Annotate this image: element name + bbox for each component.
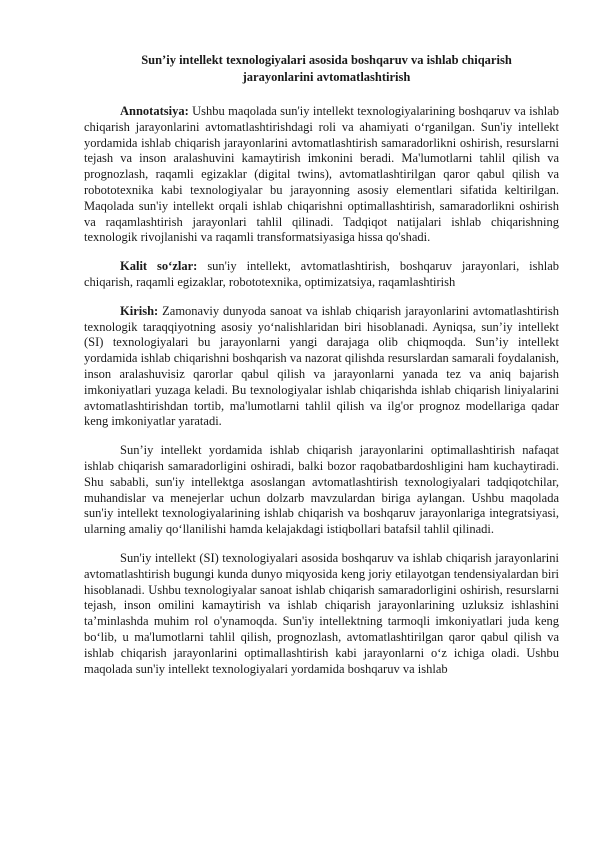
title-line-2: jarayonlarini avtomatlashtirish: [242, 70, 411, 84]
keywords-paragraph: [84, 259, 559, 291]
body-paragraph-2: Sun’iy intellekt yordamida ishlab chiqarish jarayonlarini optimallashtirish nafaqat ishlab chiqarish samaradorligini oshiradi, balki bozor raqobatbardoshligini ham kuchaytiradi. Shu sababli, sun'iy intellektga asoslangan avtomatlashtirish texnologiyalari tadqiqotchilar, muhandislar va menejerlar uchun dolzarb mavzulardan biriga aylangan. Ushbu maqolada sun'iy intellekt texnologiyalarining ishlab chiqarish va boshqaruv jarayonlariga integratsiyasi, ularning amaliy qo‘llanilishi hamda kelajakdagi istiqbollari batafsil tahlil qilinadi.: [84, 443, 559, 537]
intro-paragraph: [84, 304, 559, 430]
article-title: [84, 52, 559, 86]
keywords-text: sun'iy intellekt, avtomatlashtirish, boshqaruv jarayonlari, ishlab chiqarish, raqamli egizaklar, robototexnika, optimizatsiya, raqamlashtirish: [84, 259, 560, 289]
intro-text: Zamonaviy dunyoda sanoat va ishlab chiqarish jarayonlarini avtomatlashtirish texnologik taraqqiyotning asosiy yo‘nalishlaridan biri hisoblanadi. Ayniqsa, sun’iy intellekt (SI) texnologiyalari bu jarayonlarni yangi darajaga olib chiqmoqda. Sun’iy intellekt yordamida ishlab chiqarishni boshqarish va nazorat qilishda resurslardan samarali foydalanish, inson aralashuvisiz qarorlar qabul qilish va jarayonlarni yanada tez va aniq bajarish imkoniyatlari yuzaga keladi. Bu texnologiyalar ishlab chiqarishda ishlab chiqarish liniyalarini avtomatlashtirishdan tortib, ma'lumotlarni tahlil qilish va ilg'or prognoz modellariga qadar keng imkoniyatlar yaratadi.: [84, 303, 560, 429]
abstract-paragraph: [84, 104, 559, 246]
body-paragraph-3: Sun'iy intellekt (SI) texnologiyalari asosida boshqaruv va ishlab chiqarish jarayonlarini avtomatlashtirish bugungi kunda dunyo miqyosida keng joriy etilayotgan tendensiyalardan biri hisoblanadi. Ushbu texnologiyalar sanoat ishlab chiqarish samaradorligini oshirish, resurslarni tejash, inson omilini kamaytirish va ishlab chiqarish jarayonlarining uzluksiz ishlashini ta’minlashda muhim rol o'ynamoqda. Sun'iy intellektning tarmoqli imkoniyatlari juda keng bo‘lib, u ma'lumotlarni tahlil qilish, prognozlash, avtomatlashtirilgan qaror qabul qilish va ishlab chiqarish jarayonlarini optimallashtirish kabi jarayonlarni o‘z ichiga oladi. Ushbu maqolada sun'iy intellekt texnologiyalari yordamida boshqaruv va ishlab: [84, 550, 559, 676]
abstract-label: Annotatsiya:: [120, 104, 189, 118]
keywords-label: Kalit so‘zlar:: [120, 259, 198, 274]
article-page: [84, 52, 559, 690]
abstract-text: Ushbu maqolada sun'iy intellekt texnologiyalarining boshqaruv va ishlab chiqarish jarayonlarini avtomatlashtirishdagi roli va ahamiyati o‘rganilgan. Sun'iy intellekt yordamida ishlab chiqarish jarayonlarini avtomatlashtirish samaradorlikni oshirish, resurslarni tejash va inson aralashuvini kamaytirish imkonini beradi. Ma'lumotlarni tahlil qilish va prognozlash, raqamli egizaklar (digital twins), avtomatlashtirilgan qaror qabul qilish va robototexnika kabi texnologiyalar bu jarayonning asosiy elementlari sifatida keltirilgan. Maqolada sun'iy intellekt orqali ishlab chiqarishni optimallashtirish, samaradorlikni oshirish va raqamlashtirish jarayonlari tahlil qilinadi. Tadqiqot natijalari ishlab chiqarishning texnologik rivojlanishi va raqamli transformatsiyasiga hissa qo'shadi.: [84, 104, 559, 245]
title-line-1: Sun’iy intellekt texnologiyalari asosida boshqaruv va ishlab chiqarish: [141, 53, 512, 67]
intro-label: Kirish:: [120, 303, 159, 318]
